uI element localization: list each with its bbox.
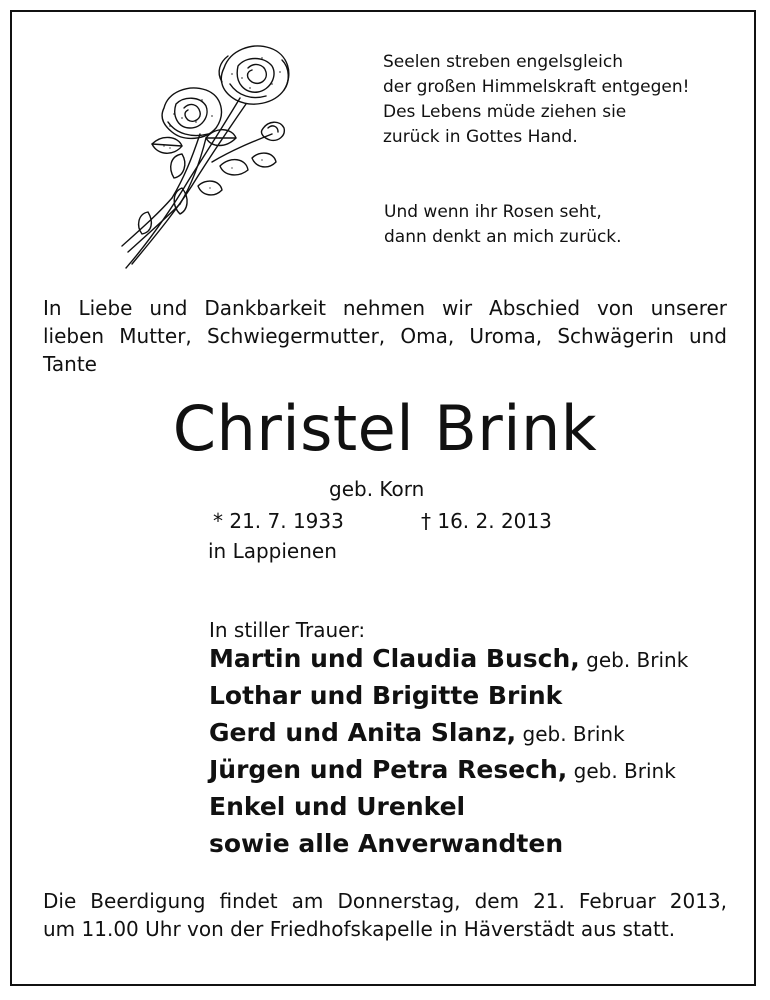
mourner-entry [209,642,688,679]
mourner-entry [209,679,688,716]
intro-line: In Liebe und Dankbarkeit nehmen wir Abschied von unserer [43,296,727,320]
mourners-list [209,642,688,864]
poem-line: der großen Himmelskraft entgegen! [383,77,690,97]
intro-line: Tante [43,352,97,376]
poem-line: zurück in Gottes Hand. [383,127,578,147]
poem-line: Des Lebens müde ziehen sie [383,102,627,122]
poem-stanza-2 [384,200,622,250]
funeral-info [43,887,727,943]
mourner-name: Enkel und Urenkel [209,792,466,821]
poem-line: Und wenn ihr Rosen seht, [384,202,602,222]
mourner-name: Jürgen und Petra Resech, [209,755,568,784]
mourner-entry [209,827,688,864]
mourner-name: Gerd und Anita Slanz, [209,718,517,747]
intro-text [43,294,727,378]
mourner-nee: geb. Brink [516,722,625,746]
mourner-entry [209,790,688,827]
death-date: † 16. 2. 2013 [421,509,552,533]
mourner-nee: geb. Brink [579,648,689,672]
poem-line: Seelen streben engelsgleich [383,52,623,72]
birthplace: in Lappienen [208,539,337,563]
funeral-line: Die Beerdigung findet am Donnerstag, dem 21. Februar 2013, [43,889,727,913]
mourner-name: Martin und Claudia Busch, [209,644,580,673]
poem-stanza-1 [383,50,689,150]
mourning-heading: In stiller Trauer: [209,618,366,642]
mourner-name: Lothar und Brigitte Brink [209,681,563,710]
maiden-name: geb. Korn [329,477,425,501]
birth-date: * 21. 7. 1933 [213,509,344,533]
mourner-entry [209,716,688,753]
mourner-nee: geb. Brink [567,759,676,783]
deceased-name: Christel Brink [172,392,598,465]
mourner-name: sowie alle Anverwandten [209,829,564,858]
roses-illustration-icon [112,38,302,274]
intro-line: lieben Mutter, Schwiegermutter, Oma, Uroma, Schwägerin und [43,324,727,348]
poem-line: dann denkt an mich zurück. [384,227,622,247]
mourner-entry [209,753,688,790]
funeral-line: um 11.00 Uhr von der Friedhofskapelle in Häverstädt aus statt. [43,917,676,941]
